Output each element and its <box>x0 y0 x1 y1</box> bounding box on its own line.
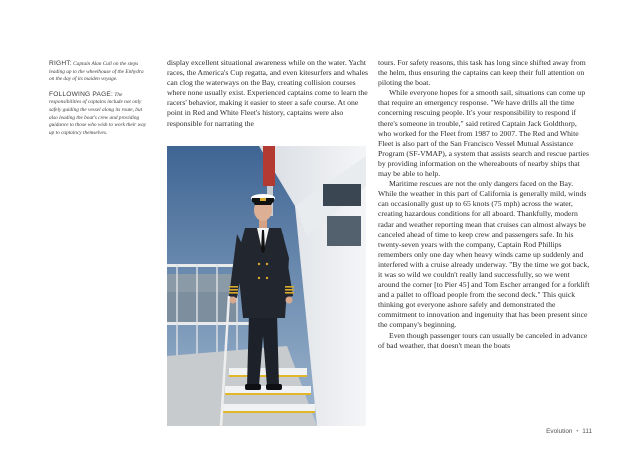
page-footer <box>520 428 592 435</box>
footer-separator: • <box>576 428 579 435</box>
paragraph: Even though passenger tours can usually be canceled in advance of bad weather, that doesn't mean the boats <box>378 330 588 350</box>
paragraph: display excellent situational awareness while on the water. Yacht races, the America's Cup regatta, and even kitesurfers and whales can clog the waterways on the Bay, creating collision courses where none usually exist. Experienced captains come to learn the racers' behavior, making it easier to steer a safe course. At one point in Red and White Fleet's history, captains were also responsible for narrating the <box>167 58 368 128</box>
caption-right <box>49 60 147 84</box>
caption-right-label: RIGHT: <box>49 60 72 67</box>
captain-photo-illustration <box>167 146 366 426</box>
captain-photo <box>167 146 366 426</box>
caption-following-label: FOLLOWING PAGE: <box>49 90 114 98</box>
caption-following-text: The responsibilities of captains include not only safely guiding the vessel along its route, but also leading the boat's crew and providing guidance to those who wish to work their way up to captaincy themselves. <box>49 91 147 136</box>
photo-caption <box>49 60 147 144</box>
body-column-middle <box>167 58 372 129</box>
body-column-right <box>378 58 591 351</box>
caption-right-text: Captain Alan Cull on the steps leading up to the wheelhouse of the Enhydra on the day of its maiden voyage. <box>49 61 144 83</box>
footer-section-title: Evolution <box>546 428 573 435</box>
caption-following <box>49 91 147 138</box>
paragraph: Maritime rescues are not the only dangers faced on the Bay. While the weather in this part of California is generally mild, winds can occasionally gust up to 65 knots (75 mph) across the water, creating hazardous conditions for all aboard. Thankfully, modern radar and weather reporting mean that cruises can almost always be canceled ahead of time to keep crew and passengers safe. In his twenty-seven years with the company, Captain Rod Phillips remembers only one day when heavy winds came up suddenly and interfered with a cruise already underway. "By the time we got back, it was so wild we couldn't really land successfully, so we went around the corner [to Pier 45] and Tom Escher arranged for a forklift and a pallet to offload people from the second deck." This quick thinking got everyone ashore safely and demonstrated the commitment to innovation and ingenuity that has been present since the company's beginning. <box>378 179 590 330</box>
page-number: 111 <box>582 428 592 435</box>
paragraph: tours. For safety reasons, this task has long since shifted away from the helm, thus ensuring the captains can keep their full attention on piloting the boat. <box>378 58 586 88</box>
paragraph: While everyone hopes for a smooth sail, situations can come up that require an emergency response. "We have drills all the time concerning rescuing people. It's your responsibility to respond if there's someone in trouble," said retired Captain Jack Goldthorp, who worked for the Fleet from 1987 to 2007. The Red and White Fleet is also part of the San Francisco Vessel Mutual Assistance Program (SF-VMAP), a system that assists search and rescue parties by providing information on the whereabouts of nearby ships that may be able to help. <box>378 88 589 179</box>
